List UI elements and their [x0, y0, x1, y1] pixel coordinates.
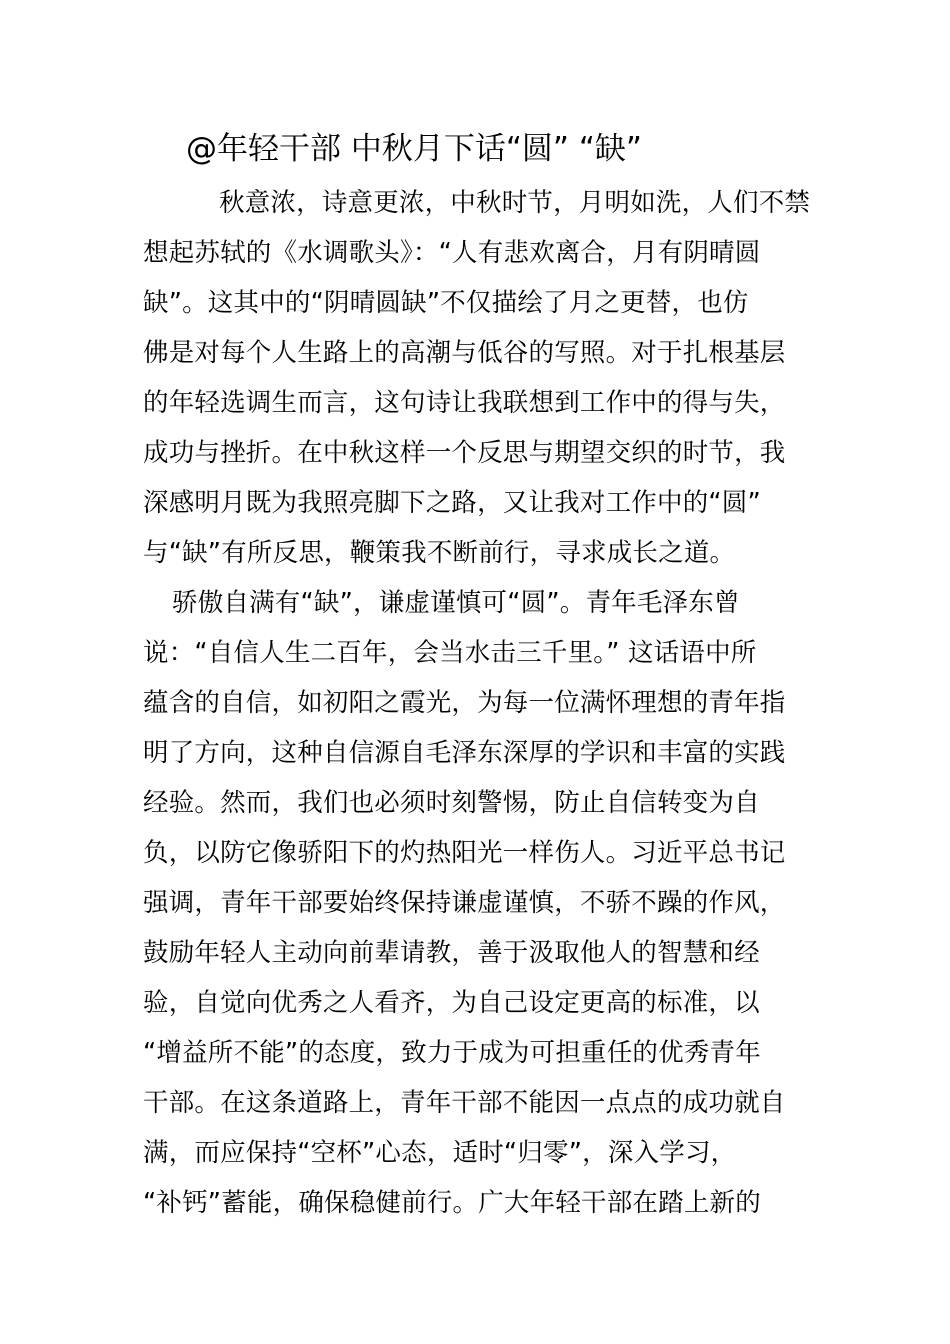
paragraph-line: 秋意浓，诗意更浓，中秋时节，月明如洗，人们不禁 — [219, 188, 811, 218]
paragraph-line: 验，自觉向优秀之人看齐，为自己设定更高的标准，以 — [143, 988, 760, 1018]
paragraph-line: 说：“自信人生二百年，会当水击三千里。” 这话语中所 — [143, 638, 757, 668]
document-body — [143, 178, 813, 1228]
paragraph-line: 强调，青年干部要始终保持谦虚谨慎，不骄不躁的作风， — [143, 888, 786, 918]
paragraph-line: 想起苏轼的《水调歌头》：“人有悲欢离合，月有阴晴圆 — [143, 238, 761, 268]
paragraph-line: 干部。在这条道路上，青年干部不能因一点点的成功就自 — [143, 1088, 786, 1118]
paragraph-line: 负，以防它像骄阳下的灼热阳光一样伤人。习近平总书记 — [143, 838, 786, 868]
paragraph-line: 佛是对每个人生路上的高潮与低谷的写照。对于扎根基层 — [143, 338, 786, 368]
paragraph-line: 鼓励年轻人主动向前辈请教，善于汲取他人的智慧和经 — [143, 938, 760, 968]
paragraph-line: 的年轻选调生而言，这句诗让我联想到工作中的得与失， — [143, 388, 786, 418]
paragraph-line: 满，而应保持“空杯”心态，适时“归零”，深入学习， — [143, 1138, 737, 1168]
paragraph-line: 蕴含的自信，如初阳之霞光，为每一位满怀理想的青年指 — [143, 688, 786, 718]
paragraph-line: 成功与挫折。在中秋这样一个反思与期望交织的时节，我 — [143, 438, 786, 468]
paragraph-line: 缺”。这其中的“阴晴圆缺”不仅描绘了月之更替，也仿 — [143, 288, 749, 318]
paragraph-line: 明了方向，这种自信源自毛泽东深厚的学识和丰富的实践 — [143, 738, 786, 768]
paragraph-line: 深感明月既为我照亮脚下之路，又让我对工作中的“圆” — [143, 488, 761, 518]
paragraph-line: 经验。然而，我们也必须时刻警惕，防止自信转变为自 — [143, 788, 760, 818]
paragraph-line: 骄傲自满有“缺”，谦虚谨慎可“圆”。青年毛泽东曾 — [172, 588, 740, 618]
paragraph-line: 与“缺”有所反思，鞭策我不断前行，寻求成长之道。 — [143, 538, 736, 568]
document-title: @年轻干部 中秋月下话“圆” “缺” — [186, 131, 642, 167]
paragraph-line: “补钙”蓄能，确保稳健前行。广大年轻干部在踏上新的 — [143, 1188, 761, 1218]
paragraph-line: “增益所不能”的态度，致力于成为可担重任的优秀青年 — [143, 1038, 761, 1068]
